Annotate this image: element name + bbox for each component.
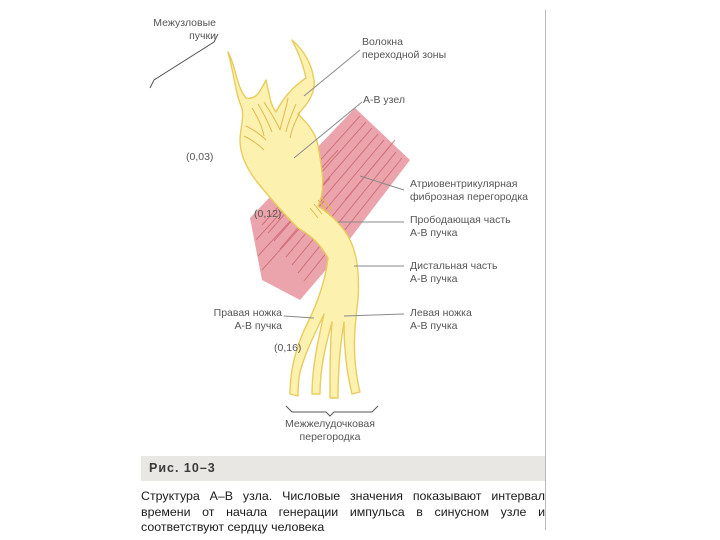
figure-caption: Структура А–В узла. Числовые значения показывают интервал времени от начала генерации импульса в синусном узле и соответствуют сердцу человека [141, 489, 545, 534]
right-bundle-branch-label: Правая ножка А-В пучка [213, 307, 282, 332]
transition-fibers-label: Волокна переходной зоны [362, 36, 447, 61]
timing-0-12: (0,12) [254, 208, 282, 220]
penetrating-part-label: Прободающая часть А-В пучка [410, 214, 511, 239]
ventricular-septum-label: Межжелудочковая перегородка [285, 418, 375, 443]
timing-0-03: (0,03) [186, 151, 214, 163]
left-bundle-branch-label: Левая ножка А-В пучка [410, 307, 472, 332]
internodal-bundles-label: Межузловые пучки [153, 17, 216, 42]
figure-label: Рис. 10–3 [149, 461, 216, 475]
distal-part-label: Дистальная часть А-В пучка [410, 260, 498, 285]
septum-bracket [286, 406, 378, 416]
timing-0-16: (0,16) [274, 342, 302, 354]
fibrous-septum-label: Атриовентрикулярная фиброзная перегородка [410, 178, 529, 203]
av-node-label: А-В узел [363, 94, 405, 106]
